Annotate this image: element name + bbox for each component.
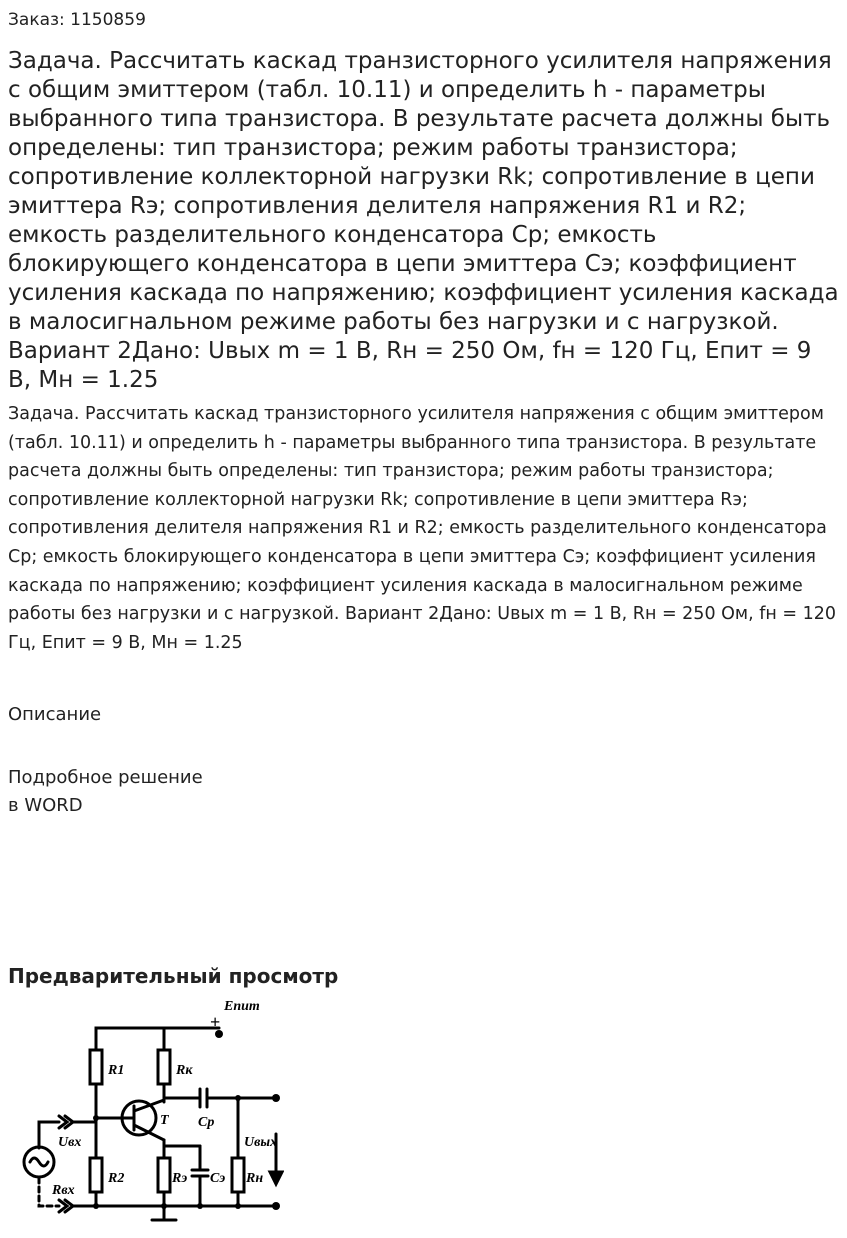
label-r1: R1 <box>108 1063 125 1078</box>
label-uout: Uвых <box>244 1135 278 1150</box>
description-label: Описание <box>8 704 102 725</box>
resistor-rn <box>232 1158 244 1192</box>
label-rn: Rн <box>246 1171 264 1186</box>
label-plus: + <box>210 1012 221 1032</box>
description-line-2: в WORD <box>8 795 83 816</box>
label-r2: R2 <box>108 1171 125 1186</box>
resistor-re <box>158 1158 170 1192</box>
label-re: Rэ <box>172 1171 188 1186</box>
resistor-r2 <box>90 1158 102 1192</box>
order-number: Заказ: 1150859 <box>8 10 146 30</box>
label-ce: Cэ <box>210 1171 226 1186</box>
preview-title: Предварительный просмотр <box>8 964 339 988</box>
task-title: Задача. Рассчитать каскад транзисторного усилителя напряжения с общим эмиттером (табл. 10.11) и определить h - параметры выбранного типа транзистора. В результате расчета должны быть определены: тип транзистора; режим работы транзистора; сопротивление коллекторной нагрузки Rk; сопротивление в цепи эмиттера Rэ; сопротивления делителя напряжения R1 и R2; емкость разделительного конденсатора Ср; емкость блокирующего конденсатора в цепи эмиттера Сэ; коэффициент усиления каскада по напряжению; коэффициент усиления каскада в малосигнальном режиме работы без нагрузки и с нагрузкой. Вариант 2Дано: Uвых m = 1 В, Rн = 250 Ом, fн = 120 Гц, Епит = 9 В, Мн = 1.25 <box>8 48 839 393</box>
resistor-rk <box>158 1050 170 1084</box>
label-transistor: T <box>160 1113 169 1128</box>
description-line-1: Подробное решение <box>8 767 203 788</box>
label-rk: Rк <box>176 1063 193 1078</box>
label-uin: Uвх <box>58 1135 82 1150</box>
label-rin: Rвх <box>52 1183 75 1198</box>
supply-rail <box>96 1028 219 1034</box>
resistor-r1 <box>90 1050 102 1084</box>
task-description: Задача. Рассчитать каскад транзисторного усилителя напряжения с общим эмиттером (табл. 10.11) и определить h - параметры выбранного типа транзистора. В результате расчета должны быть определены: тип транзистора; режим работы транзистора; сопротивление коллекторной нагрузки Rk; сопротивление в цепи эмиттера Rэ; сопротивления делителя напряжения R1 и R2; емкость разделительного конденсатора Ср; емкость блокирующего конденсатора в цепи эмиттера Сэ; коэффициент усиления каскада по напряжению; коэффициент усиления каскада в малосигнальном режиме работы без нагрузки и с нагрузкой. Вариант 2Дано: Uвых m = 1 В, Rн = 250 Ом, fн = 120 Гц, Епит = 9 В, Мн = 1.25 <box>8 404 837 653</box>
label-cp: Cр <box>198 1115 215 1130</box>
circuit-schematic <box>14 994 284 1226</box>
label-supply: Eпит <box>224 999 260 1014</box>
